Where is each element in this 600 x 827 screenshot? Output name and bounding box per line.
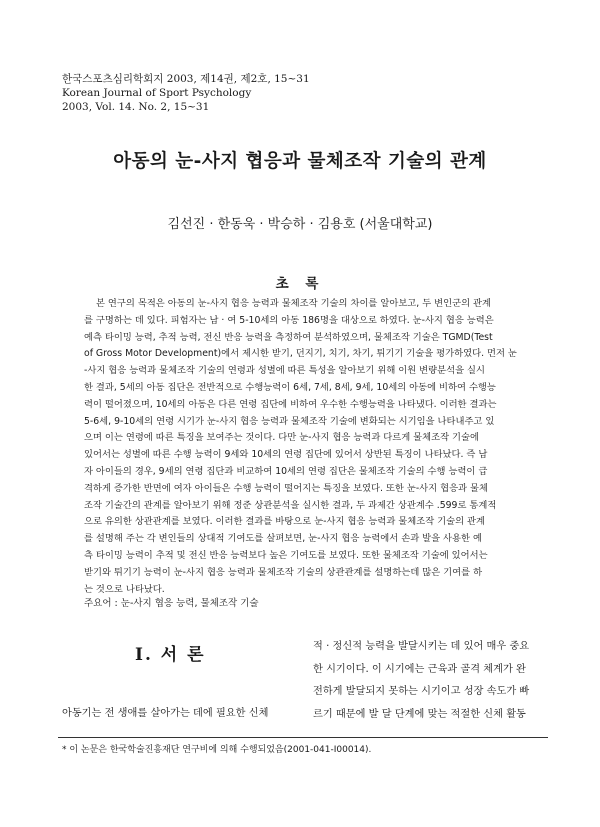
abstract-line: 측 타이밍 능력이 추적 및 전신 반응 능력보다 높은 기여도를 보였다. 또한 물체조작 기술에 있어서는 (84, 549, 488, 561)
abstract-line: 받기와 튀기기 능력이 눈-사지 협응 능력과 물체조작 기술의 상관관계를 설명하는데 많은 기여를 하 (84, 566, 483, 578)
body-line: 한 시기이다. 이 시기에는 근육과 골격 체계가 완 (313, 663, 526, 675)
abstract-line: 본 연구의 목적은 아동의 눈-사지 협응 능력과 물체조작 기술의 차이를 알아보고, 두 변인군의 관계 (96, 298, 491, 309)
abstract-line: 한 결과, 5세의 아동 집단은 전반적으로 수행능력이 6세, 7세, 8세, 9세, 10세의 아동에 비하여 수행능 (84, 381, 496, 393)
abstract-line: 으며 이는 연령에 따른 특징을 보여주는 것이다. 다만 눈-사지 협응 능력과 다르게 물체조작 기술에 (84, 432, 479, 444)
abstract-line: 격하게 증가한 반면에 여자 아이들은 수행 능력이 떨어지는 특징을 보였다. 또한 눈-사지 협응과 물체 (84, 482, 488, 494)
abstract-line: 으로 유의한 상관관계를 보였다. 이러한 결과를 바탕으로 눈-사지 협응 능력과 물체조작 기술의 관계 (84, 516, 486, 528)
paper-title: 아동의 눈-사지 협응과 물체조작 기술의 관계 (113, 151, 487, 172)
abstract-line: 조작 기술간의 관계를 알아보기 위해 정준 상관분석을 실시한 결과, 두 과제간 상관계수 .599로 통계적 (84, 499, 497, 511)
section-heading-introduction: Ⅰ. 서 론 (135, 645, 206, 665)
left-column-text: 아동기는 전 생애를 살아가는 데에 필요한 신체 (62, 708, 269, 719)
body-line: 전하게 발달되지 못하는 시기이고 성장 속도가 빠 (313, 686, 530, 697)
footnote: * 이 논문은 한국학술진흥재단 연구비에 의해 수행되었음(2001-041-I00014). (62, 745, 372, 755)
abstract-line: 를 구명하는 데 있다. 피험자는 남 · 여 5-10세의 아동 186명을 대상으로 하였다. 눈-사지 협응 능력은 (84, 314, 494, 326)
abstract-line: -사지 협응 능력과 물체조작 기술의 연령과 성별에 따른 특성을 알아보기 위해 이원 변량분석을 실시 (84, 365, 486, 377)
abstract-line: 를 설명해 주는 각 변인들의 상대적 기여도를 살펴보면, 눈-사지 협응 능력에서 손과 발을 사용한 예 (84, 533, 482, 545)
footnote-divider (58, 737, 548, 738)
abstract-line: 5-6세, 9-10세의 연령 시기가 눈-사지 협응 능력과 물체조작 기술에 변화되는 시기임을 나타내주고 있 (84, 415, 495, 427)
author-list: 김선진 · 한동욱 · 박승하 · 김용호 (서울대학교) (167, 217, 433, 232)
abstract-line: 는 것으로 나타났다. (84, 583, 165, 595)
journal-line-volume: 2003, Vol. 14. No. 2, 15~31 (62, 101, 210, 113)
right-column-text (313, 636, 543, 726)
journal-line-korean: 한국스포츠심리학회지 2003, 제14권, 제2호, 15~31 (62, 73, 310, 85)
keywords: 주요어 : 눈-사지 협응 능력, 물체조작 기술 (84, 598, 259, 609)
body-line: 적 · 정신적 능력을 발달시키는 데 있어 매우 중요 (313, 641, 530, 652)
journal-line-english: Korean Journal of Sport Psychology (62, 87, 252, 99)
body-line: 르기 때문에 발 달 단계에 맞는 적절한 신체 활동 (313, 708, 526, 720)
abstract-body (84, 296, 518, 598)
abstract-heading: 초 록 (275, 276, 325, 292)
abstract-line: of Gross Motor Development)에서 제시한 받기, 던지기, 치기, 차기, 튀기기 기술을 평가하였다. 먼저 눈 (84, 348, 517, 360)
abstract-line: 예측 타이밍 능력, 추적 능력, 전신 반응 능력을 측정하여 분석하였으며, 물체조작 기술은 TGMD(Test (84, 331, 493, 343)
abstract-line: 력이 떨어졌으며, 10세의 아동은 다른 연령 집단에 비하여 우수한 수행능력을 나타냈다. 이러한 결과는 (84, 398, 497, 410)
journal-info (62, 72, 310, 114)
abstract-line: 있어서는 성별에 따른 수행 능력이 9세와 10세의 연령 집단에 있어서 상반된 특징이 나타났다. 즉 남 (84, 449, 488, 461)
abstract-line: 자 아이들의 경우, 9세의 연령 집단과 비교하여 10세의 연령 집단은 물체조작 기술의 수행 능력이 급 (84, 465, 488, 477)
